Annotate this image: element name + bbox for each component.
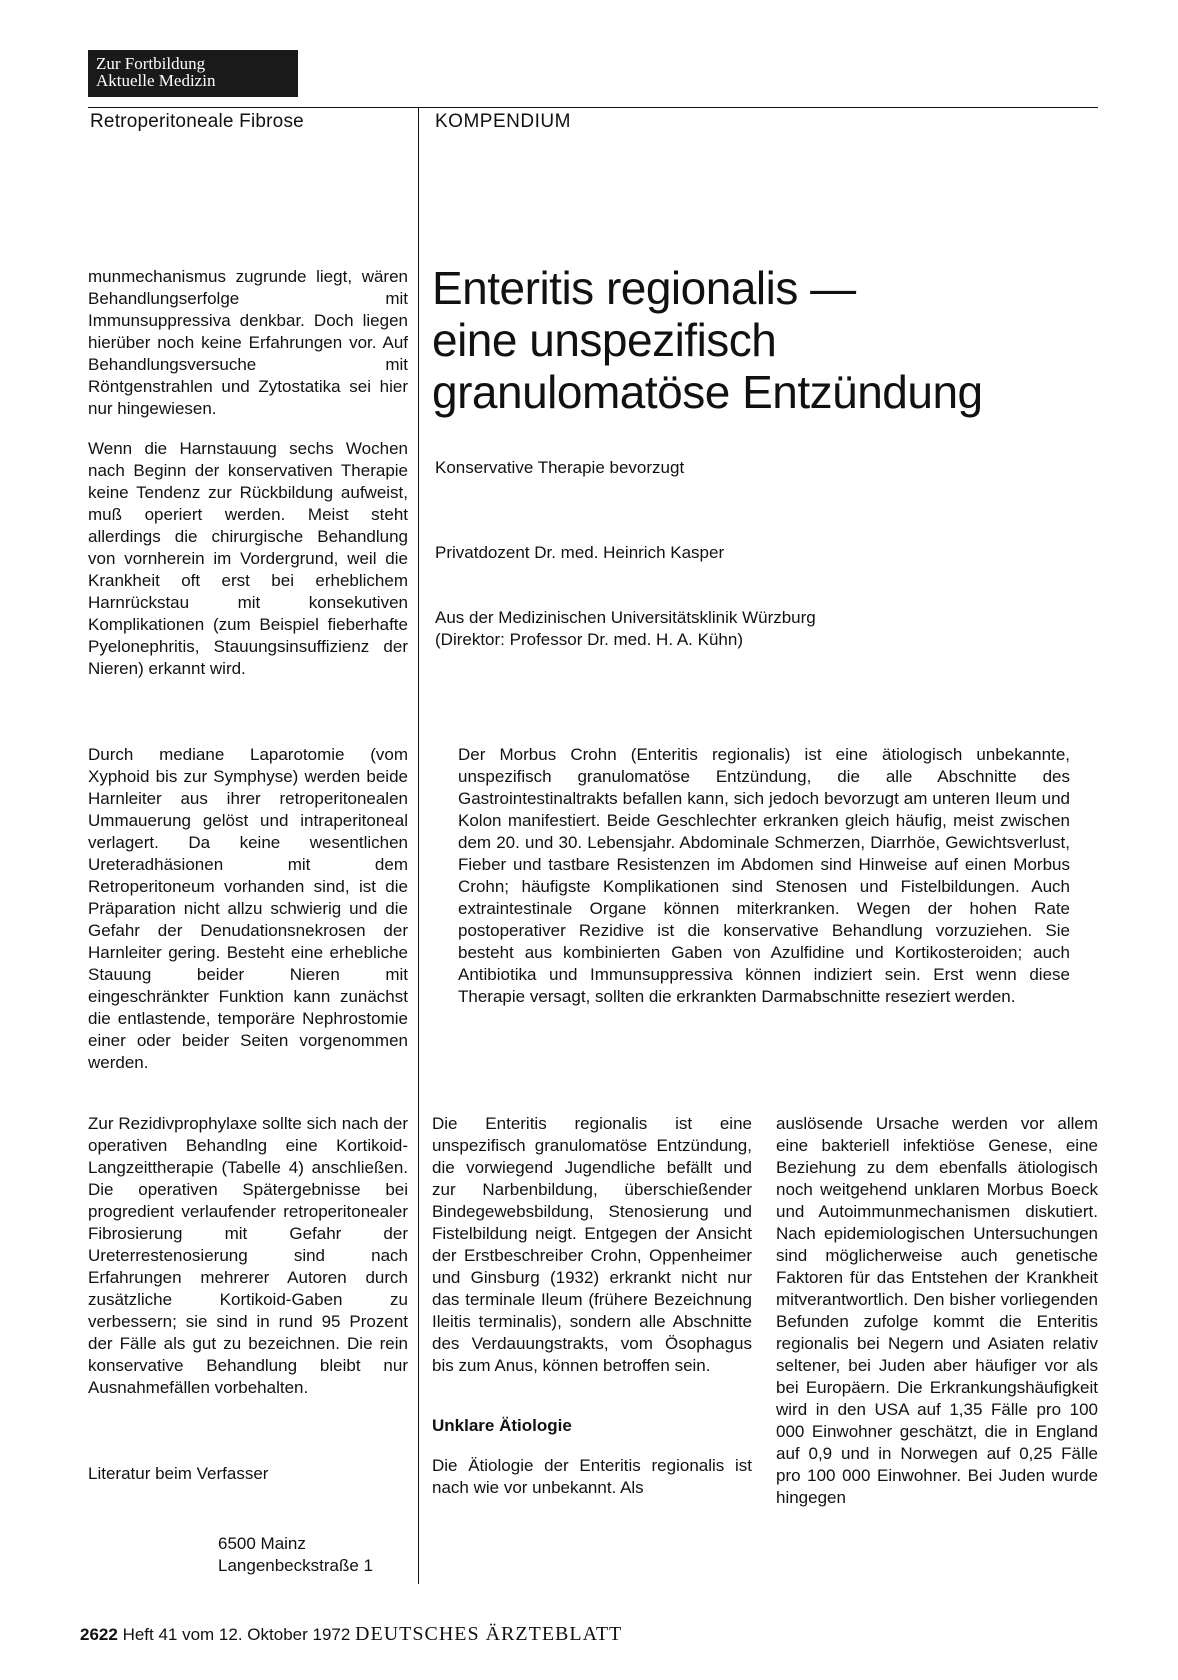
address-line-1: 6500 Mainz: [218, 1534, 306, 1553]
left-paragraph-2-text: Wenn die Harnstauung sechs Wochen nach Beginn der konservativen Therapie keine Tendenz zur Rückbildung aufweist, muß operiert werden. Meist steht allerdings die chirurgische Behandlung von vornherein im Vordergrund, weil die Krankheit oft erst bei erheblichem Harnrückstau mit konsekutiven Komplikationen (zum Beispiel fieberhafte Pyelonephritis, Stauungsinsuffizienz der Nieren) erkannt wird.: [88, 439, 408, 678]
page-number: 2622: [80, 1625, 118, 1644]
badge-line-2: Aktuelle Medizin: [96, 71, 216, 90]
affiliation-line-2: (Direktor: Professor Dr. med. H. A. Kühn): [435, 630, 743, 649]
left-paragraph-2: [88, 438, 408, 680]
left-paragraph-3: [88, 744, 408, 1074]
address-line-2: Langenbeckstraße 1: [218, 1556, 373, 1575]
running-head-right: KOMPENDIUM: [435, 111, 571, 132]
section-badge: [88, 50, 298, 97]
column-divider: [418, 107, 419, 1584]
author-address: [218, 1533, 408, 1577]
page-footer: [80, 1623, 622, 1646]
left-paragraph-4: [88, 1113, 408, 1399]
title-line-3: granulomatöse Entzündung: [432, 366, 983, 418]
article-title: [432, 262, 1032, 418]
body-column-2-paragraph-1: auslösende Ursache werden vor allem eine bakteriell infektiöse Genese, eine Beziehung zu dem ebenfalls ätiologisch noch weitgehend unklaren Morbus Boeck und Autoimmunmechanismen diskutiert. Nach epidemiologischen Untersuchungen sind möglicherweise auch genetische Faktoren für das Entstehen der Krankheit mitverantwortlich. Den bisher vorliegenden Befunden zufolge kommt die Enteritis regionalis bei Negern und Asiaten relativ seltener, bei Juden aber häufiger vor als bei Europäern. Die Erkrankungshäufigkeit wird in den USA auf 1,35 Fälle pro 100 000 Einwohner geschätzt, die in England auf 0,9 und in Norwegen auf 0,25 Fälle pro 100 000 Einwohner. Bei Juden wurde hingegen: [776, 1114, 1098, 1507]
body-column-1-paragraph-1: Die Enteritis regionalis ist eine unspezifisch granulomatöse Entzündung, die vorwiegend Jugendliche befällt und zur Narbenbildung, überschießender Bindegewebsbildung, Stenosierung und Fistelbildung neigt. Entgegen der Ansicht der Erstbeschreiber Crohn, Oppenheimer und Ginsburg (1932) erkrankt nicht nur das terminale Ileum (frühere Bezeichnung Ileitis terminalis), sondern alle Abschnitte des Verdauungstrakts, vom Ösophagus bis zum Anus, können betroffen sein.: [432, 1114, 752, 1375]
title-line-2: eine unspezifisch: [432, 314, 777, 366]
left-paragraph-1: [88, 266, 408, 420]
literature-note: [88, 1463, 408, 1485]
body-column-2: [776, 1113, 1098, 1509]
left-paragraph-1-text: munmechanismus zugrunde liegt, wären Behandlungserfolge mit Immunsuppressiva denkbar. Doch liegen hierüber noch keine Erfahrungen vor. Auf Behandlungsversuche mit Röntgenstrahlen und Zytostatika sei hier nur hingewiesen.: [88, 267, 408, 418]
running-head-left: Retroperitoneale Fibrose: [90, 111, 304, 132]
section-heading: Unklare Ätiologie: [432, 1416, 572, 1435]
affiliation-line-1: Aus der Medizinischen Universitätsklinik Würzburg: [435, 608, 816, 627]
literature-note-text: Literatur beim Verfasser: [88, 1464, 269, 1483]
journal-name: DEUTSCHES ÄRZTEBLATT: [355, 1623, 623, 1645]
title-line-1: Enteritis regionalis —: [432, 262, 856, 314]
header-rule: [88, 107, 1098, 108]
article-abstract: Der Morbus Crohn (Enteritis regionalis) ist eine ätiologisch unbekannte, unspezifisch granulomatöse Entzündung, die alle Abschnitte des Gastrointestinaltrakts befallen kann, sich jedoch bevorzugt am unteren Ileum und Kolon manifestiert. Beide Geschlechter erkranken gleich häufig, meist zwischen dem 20. und 30. Lebensjahr. Abdominale Schmerzen, Diarrhöe, Gewichtsverlust, Fieber und tastbare Resistenzen im Abdomen sind Hinweise auf einen Morbus Crohn; häufigste Komplikationen sind Stenosen und Fistelbildungen. Auch extraintestinale Organe können miterkranken. Wegen der hohen Rate postoperativer Rezidive ist die konservative Behandlung vorzuziehen. Sie besteht aus kombinierten Gaben von Azulfidine und Kortikosteroiden; auch Antibiotika und Immunsuppressiva können indiziert sein. Erst wenn diese Therapie versagt, sollten die erkrankten Darmabschnitte reseziert werden.: [458, 745, 1070, 1006]
body-column-1: [432, 1113, 752, 1499]
left-paragraph-3-text: Durch mediane Laparotomie (vom Xyphoid bis zur Symphyse) werden beide Harnleiter aus ihrer retroperitonealen Ummauerung gelöst und intraperitoneal verlagert. Da keine wesentlichen Ureteradhäsionen mit dem Retroperitoneum vorhanden sind, ist die Präparation nicht allzu schwierig und die Gefahr der Denudationsnekrosen der Harnleiter gering. Besteht eine erhebliche Stauung beider Nieren mit eingeschränkter Funktion kann zunächst die entlastende, temporäre Nephrostomie einer oder beider Seiten vorgenommen werden.: [88, 745, 408, 1072]
issue-info: Heft 41 vom 12. Oktober 1972: [122, 1625, 351, 1644]
article-affiliation: [435, 607, 816, 651]
article-subtitle: Konservative Therapie bevorzugt: [435, 458, 685, 477]
badge-line-1: Zur Fortbildung: [96, 54, 206, 73]
article-author: Privatdozent Dr. med. Heinrich Kasper: [435, 543, 725, 562]
body-column-1-paragraph-2: Die Ätiologie der Enteritis regionalis ist nach wie vor unbekannt. Als: [432, 1456, 752, 1497]
left-paragraph-4-text: Zur Rezidivprophylaxe sollte sich nach der operativen Behandlng eine Kortikoid-Langzeittherapie (Tabelle 4) anschließen. Die operativen Spätergebnisse bei progredient verlaufender retroperitonealer Fibrosierung mit Gefahr der Ureterrestenosierung sind nach Erfahrungen mehrerer Autoren durch zusätzliche Kortikoid-Gaben zu verbessern; sie sind in rund 95 Prozent der Fälle als gut zu bezeichnen. Die rein konservative Behandlung bleibt nur Ausnahmefällen vorbehalten.: [88, 1114, 408, 1397]
